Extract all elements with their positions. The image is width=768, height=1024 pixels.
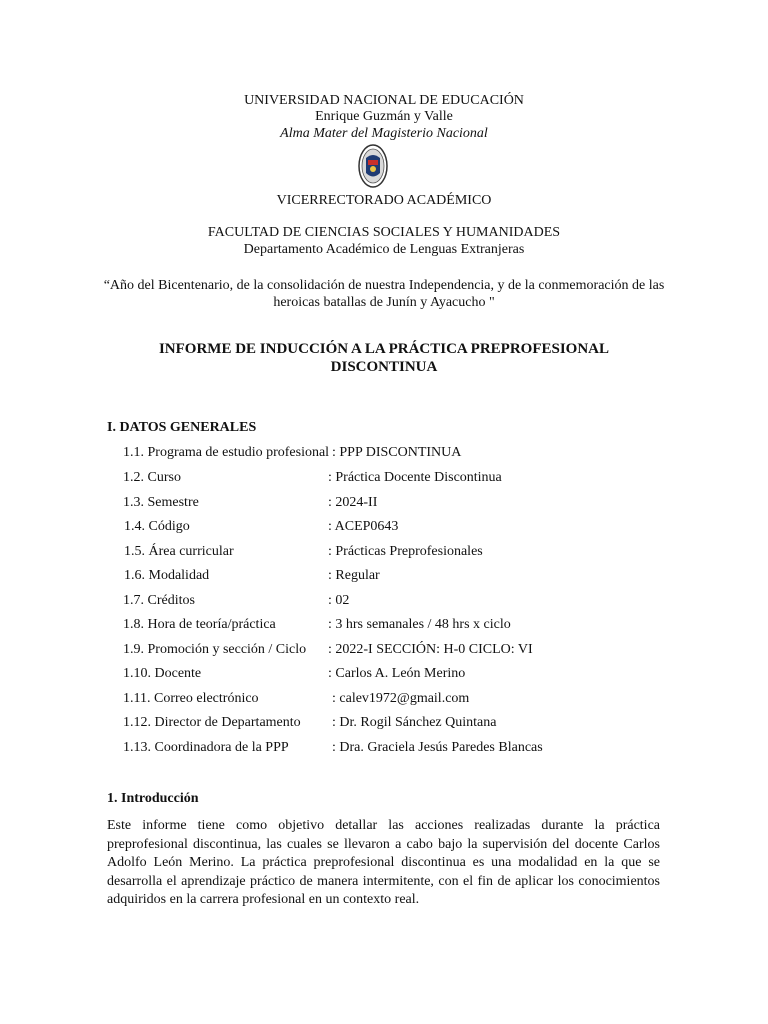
data-row-label: 1.11. Correo electrónico: [123, 691, 259, 706]
data-row-value: : 2024-II: [328, 495, 378, 510]
data-row-value: : Dr. Rogil Sánchez Quintana: [332, 715, 497, 730]
data-row-label: 1.3. Semestre: [123, 495, 199, 510]
department-name: Departamento Académico de Lenguas Extranjeras: [243, 242, 525, 257]
data-row-label: 1.9. Promoción y sección / Ciclo: [123, 642, 307, 657]
data-row-label: 1.4. Código: [124, 519, 190, 534]
data-row-label: 1.12. Director de Departamento: [123, 715, 301, 730]
year-motto: “Año del Bicentenario, de la consolidación de nuestra Independencia, y de la conmemoración de las heroicas batallas de Junín y Ayacucho ": [103, 278, 665, 310]
data-row-value: : calev1972@gmail.com: [332, 691, 470, 706]
data-row-label: 1.5. Área curricular: [124, 544, 234, 559]
university-motto: Alma Mater del Magisterio Nacional: [280, 126, 488, 141]
data-row-label: 1.7. Créditos: [123, 593, 195, 608]
data-row-label: 1.1. Programa de estudio profesional: [123, 445, 330, 460]
section-heading-general-data: I. DATOS GENERALES: [107, 420, 257, 435]
report-title-line-2: DISCONTINUA: [330, 359, 438, 375]
data-row-value: : Práctica Docente Discontinua: [328, 470, 502, 485]
data-row-value: : Dra. Graciela Jesús Paredes Blancas: [332, 740, 543, 755]
data-row-value: : 02: [328, 593, 350, 608]
data-row-value: : Regular: [328, 568, 380, 583]
report-title: [100, 340, 668, 376]
introduction-paragraph: Este informe tiene como objetivo detallar las acciones realizadas durante la práctica preprofesional discontinua, las cuales se llevaron a cabo bajo la supervisión del docente Carlos Adolfo León Merino. La práctica preprofesional discontinua es una modalidad en la que se desarrolla el aprendizaje práctico de manera intermitente, con el fin de aplicar los conocimientos adquiridos en la carrera profesional en un contexto real.: [107, 818, 660, 908]
data-row-value: : 3 hrs semanales / 48 hrs x ciclo: [328, 617, 511, 632]
data-row-label: 1.6. Modalidad: [124, 568, 210, 583]
university-founder: Enrique Guzmán y Valle: [315, 109, 453, 124]
data-row-label: 1.8. Hora de teoría/práctica: [123, 617, 276, 632]
university-name: UNIVERSIDAD NACIONAL DE EDUCACIÓN: [244, 93, 524, 108]
data-row-value: : ACEP0643: [328, 519, 399, 534]
data-row-value: : 2022-I SECCIÓN: H-0 CICLO: VI: [328, 642, 533, 657]
faculty-name: FACULTAD DE CIENCIAS SOCIALES Y HUMANIDADES: [207, 225, 561, 240]
data-row-value: : Prácticas Preprofesionales: [328, 544, 483, 559]
report-title-line-1: INFORME DE INDUCCIÓN A LA PRÁCTICA PREPROFESIONAL: [158, 341, 610, 357]
section-heading-introduction: 1. Introducción: [107, 791, 199, 806]
data-row-label: 1.2. Curso: [123, 470, 181, 485]
vice-rectorate: VICERRECTORADO ACADÉMICO: [276, 193, 492, 208]
data-row-label: 1.13. Coordinadora de la PPP: [123, 740, 289, 755]
data-row-value: : Carlos A. León Merino: [328, 666, 466, 681]
data-row-label: 1.10. Docente: [123, 666, 202, 681]
data-row-value: : PPP DISCONTINUA: [332, 445, 462, 460]
university-seal-icon: [358, 143, 388, 189]
